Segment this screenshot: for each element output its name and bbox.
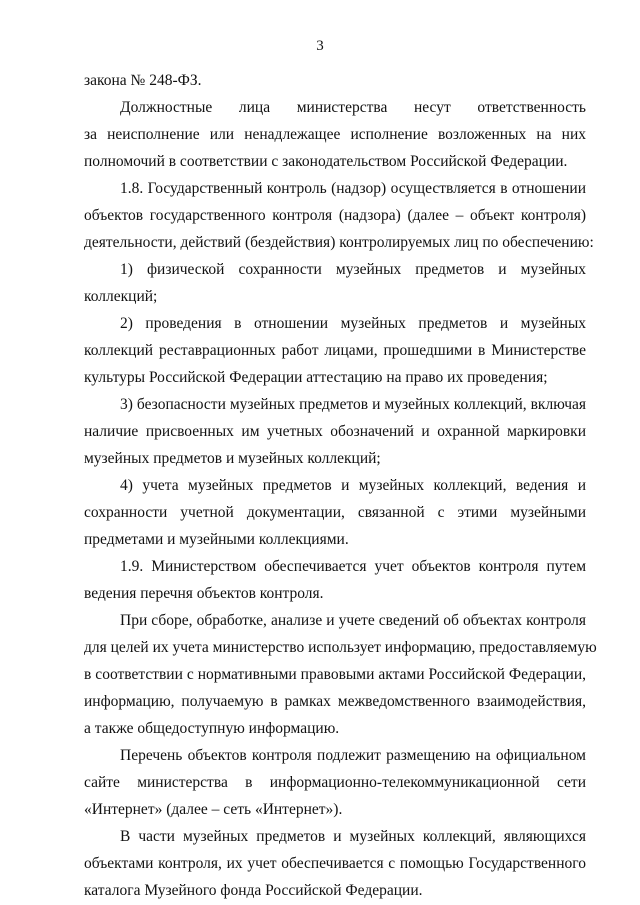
text-line: Должностные лица министерства несут ответственность [120,99,586,116]
text-line: предметами и музейными коллекциями. [84,531,349,548]
text-line: для целей их учета министерство использует информацию, предоставляемую [84,639,597,656]
text-line: При сборе, обработке, анализе и учете сведений об объектах контроля [120,612,586,629]
text-line: объектами контроля, их учет обеспечивается с помощью Государственного [84,855,586,872]
text-line: 2) проведения в отношении музейных предметов и музейных [120,315,586,332]
text-line: ведения перечня объектов контроля. [84,585,324,602]
text-line: В части музейных предметов и музейных коллекций, являющихся [120,828,586,845]
text-line: 4) учета музейных предметов и музейных коллекций, ведения и [120,477,586,494]
page-number: 3 [316,38,324,54]
text-line: информацию, получаемую в рамках межведомственного взаимодействия, [84,693,586,710]
text-line: музейных предметов и музейных коллекций; [84,450,381,467]
text-line: культуры Российской Федерации аттестацию на право их проведения; [84,369,548,386]
text-line: объектов государственного контроля (надзора) (далее – объект контроля) [84,207,586,224]
text-line: 3) безопасности музейных предметов и музейных коллекций, включая [120,396,586,413]
text-line: в соответствии с нормативными правовыми актами Российской Федерации, [84,666,586,683]
text-line: сохранности учетной документации, связанной с этими музейными [84,504,586,521]
text-line: деятельности, действий (бездействия) контролируемых лиц по обеспечению: [84,234,594,251]
text-line: за неисполнение или ненадлежащее исполнение возложенных на них [84,126,586,143]
text-line: 1.8. Государственный контроль (надзор) осуществляется в отношении [120,180,586,197]
text-line: коллекций; [84,288,158,305]
text-line: Перечень объектов контроля подлежит размещению на официальном [120,747,586,764]
text-line: 1) физической сохранности музейных предметов и музейных [120,261,586,278]
text-line: 1.9. Министерством обеспечивается учет объектов контроля путем [120,558,586,575]
text-line: сайте министерства в информационно-телекоммуникационной сети [84,774,586,791]
text-line: полномочий в соответствии с законодательством Российской Федерации. [84,153,568,170]
text-line: каталога Музейного фонда Российской Федерации. [84,882,423,899]
text-line: наличие присвоенных им учетных обозначений и охранной маркировки [84,423,586,440]
text-line: закона № 248-ФЗ. [84,72,202,89]
text-line: а также общедоступную информацию. [84,720,340,737]
text-line: «Интернет» (далее – сеть «Интернет»). [84,801,343,818]
text-line: коллекций реставрационных работ лицами, прошедшими в Министерстве [84,342,586,359]
